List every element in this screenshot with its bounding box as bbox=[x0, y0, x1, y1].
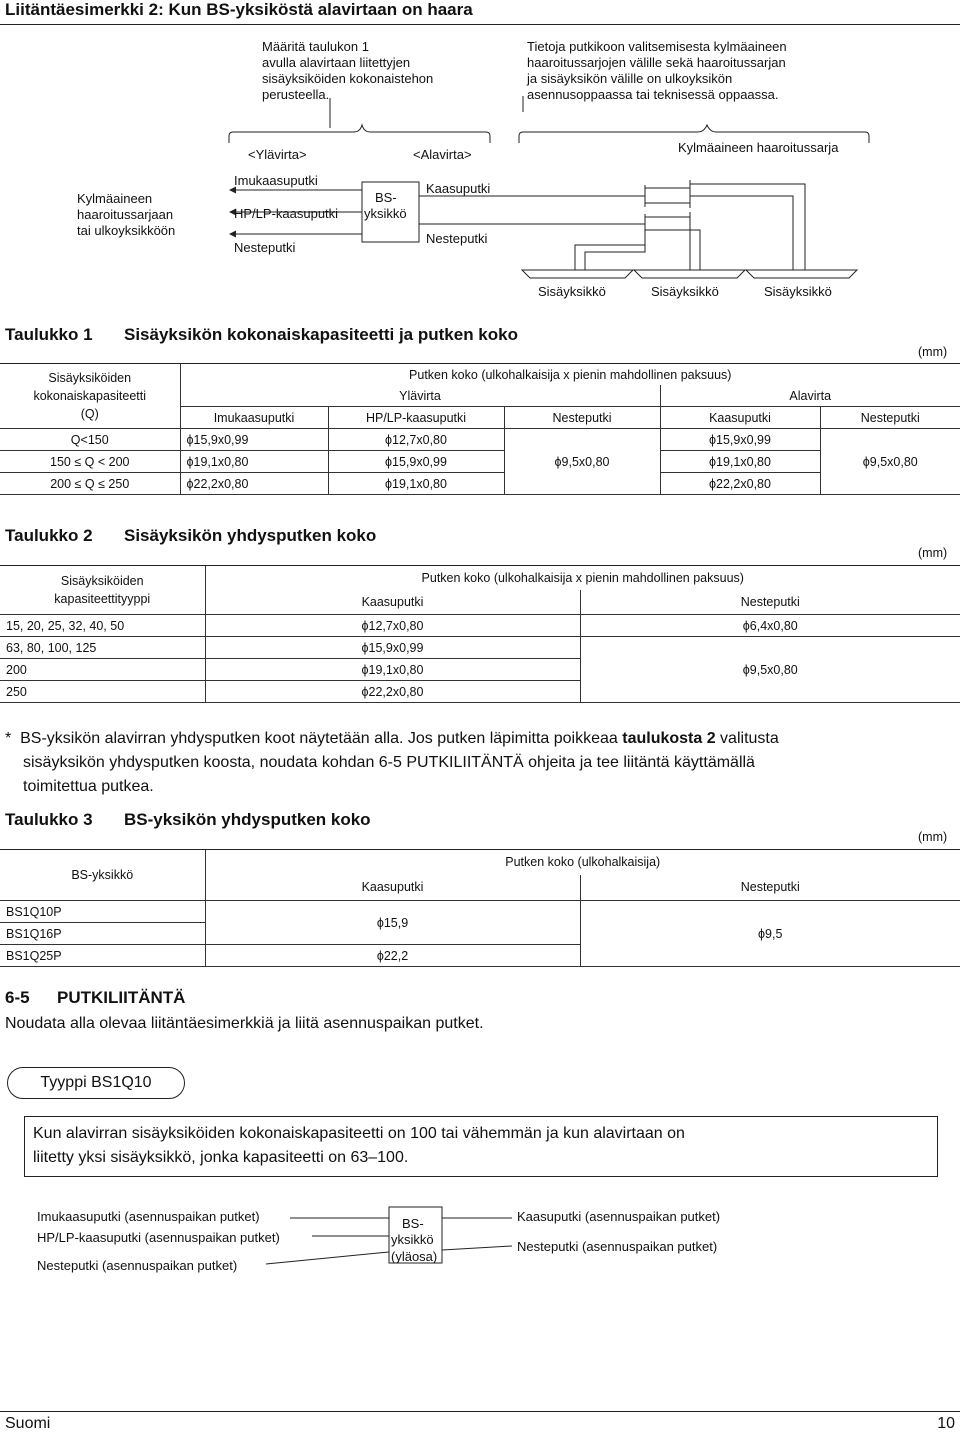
table1-unit: (mm) bbox=[918, 345, 948, 359]
table2-unit: (mm) bbox=[918, 546, 948, 560]
table-cell: ϕ12,7x0,80 bbox=[328, 429, 504, 451]
col-header: Kaasuputki bbox=[660, 407, 820, 429]
arrow-icon bbox=[229, 231, 236, 238]
footer-language: Suomi bbox=[5, 1415, 51, 1432]
bs-top-label: (yläosa) bbox=[391, 1249, 438, 1264]
bs-unit-label: yksikkö bbox=[364, 206, 407, 221]
table3-unit: (mm) bbox=[918, 830, 948, 844]
left-label: tai ulkoyksikköön bbox=[77, 223, 176, 238]
table3-group-header: Putken koko (ulkohalkaisija) bbox=[205, 850, 960, 875]
run-to-indoor-3 bbox=[690, 184, 805, 270]
table-cell: ϕ15,9x0,99 bbox=[328, 451, 504, 473]
table-cell: ϕ9,5x0,80 bbox=[504, 429, 660, 495]
table1 bbox=[0, 364, 960, 495]
left-label: Kylmäaineen bbox=[77, 191, 153, 206]
hplp-pipe-label: HP/LP-kaasuputki bbox=[234, 206, 339, 221]
upstream-label: <Ylävirta> bbox=[248, 147, 307, 162]
footnote-text: valitusta bbox=[715, 730, 779, 747]
note-left-line: Määritä taulukon 1 bbox=[262, 39, 369, 54]
table-cell: BS1Q10P bbox=[0, 901, 205, 923]
col-header: Imukaasuputki bbox=[180, 407, 328, 429]
footnote bbox=[5, 727, 955, 799]
section-number: 6-5 bbox=[5, 988, 30, 1007]
bs-top-label: BS- bbox=[402, 1216, 424, 1231]
table2-title: Sisäyksikön yhdysputken koko bbox=[124, 526, 377, 545]
table1-title: Sisäyksikön kokonaiskapasiteetti ja putken koko bbox=[124, 325, 518, 344]
run-to-indoor-3b bbox=[690, 196, 793, 270]
condition-line: liitetty yksi sisäyksikkö, jonka kapasiteetti on 63–100. bbox=[33, 1149, 409, 1166]
table-cell: ϕ19,1x0,80 bbox=[180, 451, 328, 473]
liquid-pipe-label: Nesteputki bbox=[234, 240, 296, 255]
table2-group-header: Putken koko (ulkohalkaisija x pienin mahdollinen paksuus) bbox=[205, 566, 960, 590]
note-left-line: sisäyksiköiden kokonaistehon bbox=[262, 71, 434, 86]
table2 bbox=[0, 566, 960, 703]
table-cell: ϕ15,9 bbox=[205, 901, 580, 945]
suction-pipe-label: Imukaasuputki bbox=[234, 173, 318, 188]
liquid-pipe-label-down: Nesteputki bbox=[426, 231, 488, 246]
table-cell: ϕ19,1x0,80 bbox=[205, 659, 580, 681]
bs-top-label: yksikkö bbox=[391, 1232, 434, 1247]
table-cell: Q<150 bbox=[0, 429, 180, 451]
rowhead-line: (Q) bbox=[80, 407, 99, 421]
downstream-label: <Alavirta> bbox=[413, 147, 472, 162]
note-right-line: haaroitussarjojen välille sekä haaroitussarjan bbox=[527, 55, 786, 70]
condition-line: Kun alavirran sisäyksiköiden kokonaiskapasiteetti on 100 tai vähemmän ja kun alavirtaan on bbox=[33, 1125, 685, 1142]
bs-connection-diagram bbox=[0, 1190, 960, 1290]
condition-box bbox=[24, 1116, 938, 1177]
section-intro: Noudata alla olevaa liitäntäesimerkkiä ja liitä asennuspaikan putket. bbox=[5, 1015, 484, 1032]
table-cell: 250 bbox=[0, 681, 205, 703]
col-header: Kaasuputki bbox=[205, 590, 580, 615]
table-cell: 15, 20, 25, 32, 40, 50 bbox=[0, 615, 205, 637]
rowhead-line: kapasiteettityyppi bbox=[54, 592, 151, 606]
piping-diagram bbox=[0, 0, 960, 310]
col-header: Kaasuputki bbox=[205, 875, 580, 901]
table-cell: BS1Q25P bbox=[0, 945, 205, 967]
branch-gas bbox=[645, 188, 690, 203]
table-cell: 200 bbox=[0, 659, 205, 681]
branch-liquid bbox=[645, 217, 690, 230]
table2-rowhead bbox=[0, 566, 205, 615]
indoor-unit-label: Sisäyksikkö bbox=[651, 284, 719, 299]
liquid-field-pipe-right: Nesteputki (asennuspaikan putket) bbox=[517, 1239, 718, 1254]
table1-upstream-header: Ylävirta bbox=[180, 385, 660, 407]
footnote-emphasis: taulukosta 2 bbox=[622, 730, 716, 747]
left-label: haaroitussarjaan bbox=[77, 207, 174, 222]
suction-field-pipe: Imukaasuputki (asennuspaikan putket) bbox=[37, 1209, 260, 1224]
table-cell: 63, 80, 100, 125 bbox=[0, 637, 205, 659]
table-cell: ϕ15,9x0,99 bbox=[205, 637, 580, 659]
table1-label: Taulukko 1 bbox=[5, 325, 93, 344]
rowhead-line: Sisäyksiköiden bbox=[48, 371, 132, 385]
page-title: Liitäntäesimerkki 2: Kun BS-yksiköstä alavirtaan on haara bbox=[5, 0, 473, 19]
indoor-unit-3 bbox=[746, 270, 857, 278]
col-header: Nesteputki bbox=[820, 407, 960, 429]
table-cell: ϕ22,2 bbox=[205, 945, 580, 967]
type-badge: Tyyppi BS1Q10 bbox=[7, 1067, 185, 1099]
note-right-line: Tietoja putkikoon valitsemisesta kylmäaineen bbox=[527, 39, 787, 54]
table-cell: ϕ6,4x0,80 bbox=[580, 615, 960, 637]
bs-unit-label: BS- bbox=[375, 190, 397, 205]
rowhead-line: Sisäyksiköiden bbox=[60, 574, 144, 588]
note-right-line: ja sisäyksikön välille on ulkoyksikön bbox=[527, 71, 733, 86]
gas-field-pipe: Kaasuputki (asennuspaikan putket) bbox=[517, 1209, 721, 1224]
col-header: Nesteputki bbox=[504, 407, 660, 429]
footnote-text: Jos putken läpimitta poikkeaa bbox=[403, 730, 623, 747]
footer-rule bbox=[0, 1411, 960, 1412]
note-right-line: asennusoppaassa tai teknisessä oppaassa. bbox=[527, 87, 779, 102]
footnote-line-2: sisäyksikön yhdysputken koosta, noudata kohdan 6-5 PUTKILIITÄNTÄ ohjeita ja tee liitäntä käyttämällä bbox=[23, 754, 755, 771]
branch-kit-label: Kylmäaineen haaroitussarja bbox=[678, 140, 839, 155]
table3 bbox=[0, 850, 960, 967]
indoor-unit-2 bbox=[634, 270, 745, 278]
col-header: Nesteputki bbox=[580, 590, 960, 615]
run-to-indoor-2b bbox=[690, 230, 700, 270]
table-cell: ϕ22,2x0,80 bbox=[205, 681, 580, 703]
asterisk: * bbox=[5, 730, 12, 747]
hplp-field-pipe: HP/LP-kaasuputki (asennuspaikan putket) bbox=[37, 1230, 280, 1245]
table-cell: ϕ9,5x0,80 bbox=[580, 637, 960, 703]
note-left-line: avulla alavirtaan liitettyjen bbox=[262, 55, 411, 70]
table-cell: ϕ19,1x0,80 bbox=[328, 473, 504, 495]
footnote-line-1 bbox=[5, 727, 955, 751]
note-left-line: perusteella. bbox=[262, 87, 330, 102]
liquid-leader bbox=[266, 1252, 389, 1264]
table-cell: ϕ19,1x0,80 bbox=[660, 451, 820, 473]
table-cell: 150 ≤ Q < 200 bbox=[0, 451, 180, 473]
gas-pipe-label: Kaasuputki bbox=[426, 181, 491, 196]
indoor-unit-label: Sisäyksikkö bbox=[764, 284, 832, 299]
upstream-downstream-brace bbox=[229, 125, 490, 143]
table-cell: BS1Q16P bbox=[0, 923, 205, 945]
col-header: Nesteputki bbox=[580, 875, 960, 901]
footnote-line-3: toimitettua putkea. bbox=[23, 778, 154, 795]
table2-label: Taulukko 2 bbox=[5, 526, 93, 545]
liquid-field-pipe: Nesteputki (asennuspaikan putket) bbox=[37, 1258, 238, 1273]
col-header: HP/LP-kaasuputki bbox=[328, 407, 504, 429]
table-cell: ϕ22,2x0,80 bbox=[180, 473, 328, 495]
table-cell: ϕ12,7x0,80 bbox=[205, 615, 580, 637]
section-title: PUTKILIITÄNTÄ bbox=[57, 988, 186, 1007]
table-cell: ϕ9,5x0,80 bbox=[820, 429, 960, 495]
page-number: 10 bbox=[937, 1415, 955, 1432]
footnote-text: BS-yksikön alavirran yhdysputken koot näytetään alla. bbox=[20, 730, 404, 747]
table1-downstream-header: Alavirta bbox=[660, 385, 960, 407]
table-cell: ϕ15,9x0,99 bbox=[180, 429, 328, 451]
indoor-unit-1 bbox=[522, 270, 633, 278]
table3-title: BS-yksikön yhdysputken koko bbox=[124, 810, 371, 829]
run-to-indoor-1b bbox=[585, 245, 645, 270]
table-cell: ϕ15,9x0,99 bbox=[660, 429, 820, 451]
liquid-leader-right bbox=[442, 1246, 512, 1250]
table1-rowhead bbox=[0, 364, 180, 429]
table-cell: 200 ≤ Q ≤ 250 bbox=[0, 473, 180, 495]
rowhead-line: kokonaiskapasiteetti bbox=[33, 389, 147, 403]
table1-group-header: Putken koko (ulkohalkaisija x pienin mahdollinen paksuus) bbox=[180, 364, 960, 385]
table3-label: Taulukko 3 bbox=[5, 810, 93, 829]
table-cell: ϕ9,5 bbox=[580, 901, 960, 967]
indoor-unit-label: Sisäyksikkö bbox=[538, 284, 606, 299]
table3-rowhead: BS-yksikkö bbox=[0, 850, 205, 901]
table-cell: ϕ22,2x0,80 bbox=[660, 473, 820, 495]
